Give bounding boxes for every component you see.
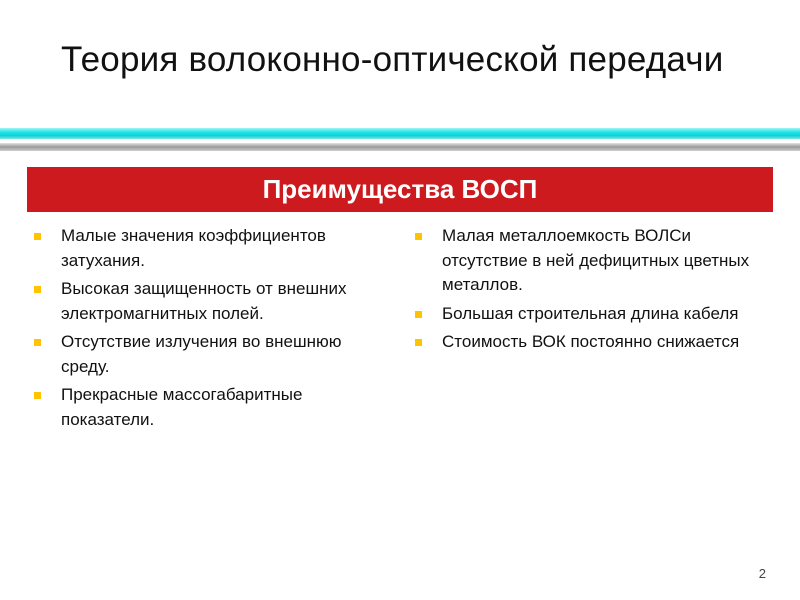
section-banner: Преимущества ВОСП: [27, 167, 773, 212]
list-item: [34, 330, 384, 379]
square-bullet-icon: [415, 339, 422, 346]
list-item: [34, 224, 384, 273]
list-item-text: Отсутствие излучения во внешнюю среду.: [61, 332, 342, 376]
square-bullet-icon: [34, 392, 41, 399]
list-item-text: Прекрасные массогабаритные показатели.: [61, 385, 303, 429]
gray-divider: [0, 143, 800, 151]
list-item-text: Высокая защищенность от внешних электромагнитных полей.: [61, 279, 347, 323]
square-bullet-icon: [34, 286, 41, 293]
square-bullet-icon: [415, 311, 422, 318]
list-item: [415, 330, 775, 355]
square-bullet-icon: [34, 339, 41, 346]
square-bullet-icon: [34, 233, 41, 240]
list-item: [34, 277, 384, 326]
page-number: 2: [758, 566, 766, 581]
list-item: [34, 383, 384, 432]
square-bullet-icon: [415, 233, 422, 240]
list-item-text: Малые значения коэффициентов затухания.: [61, 226, 326, 270]
left-bullet-list: [34, 224, 384, 436]
list-item: [415, 302, 775, 327]
list-item-text: Стоимость ВОК постоянно снижается: [442, 332, 740, 351]
cyan-divider: [0, 128, 800, 139]
list-item: [415, 224, 775, 298]
slide-title: Теория волоконно-оптической передачи: [61, 40, 724, 79]
list-item-text: Малая металлоемкость ВОЛСи отсутствие в ней дефицитных цветных металлов.: [442, 226, 750, 294]
right-bullet-list: [415, 224, 775, 359]
list-item-text: Большая строительная длина кабеля: [442, 303, 739, 323]
